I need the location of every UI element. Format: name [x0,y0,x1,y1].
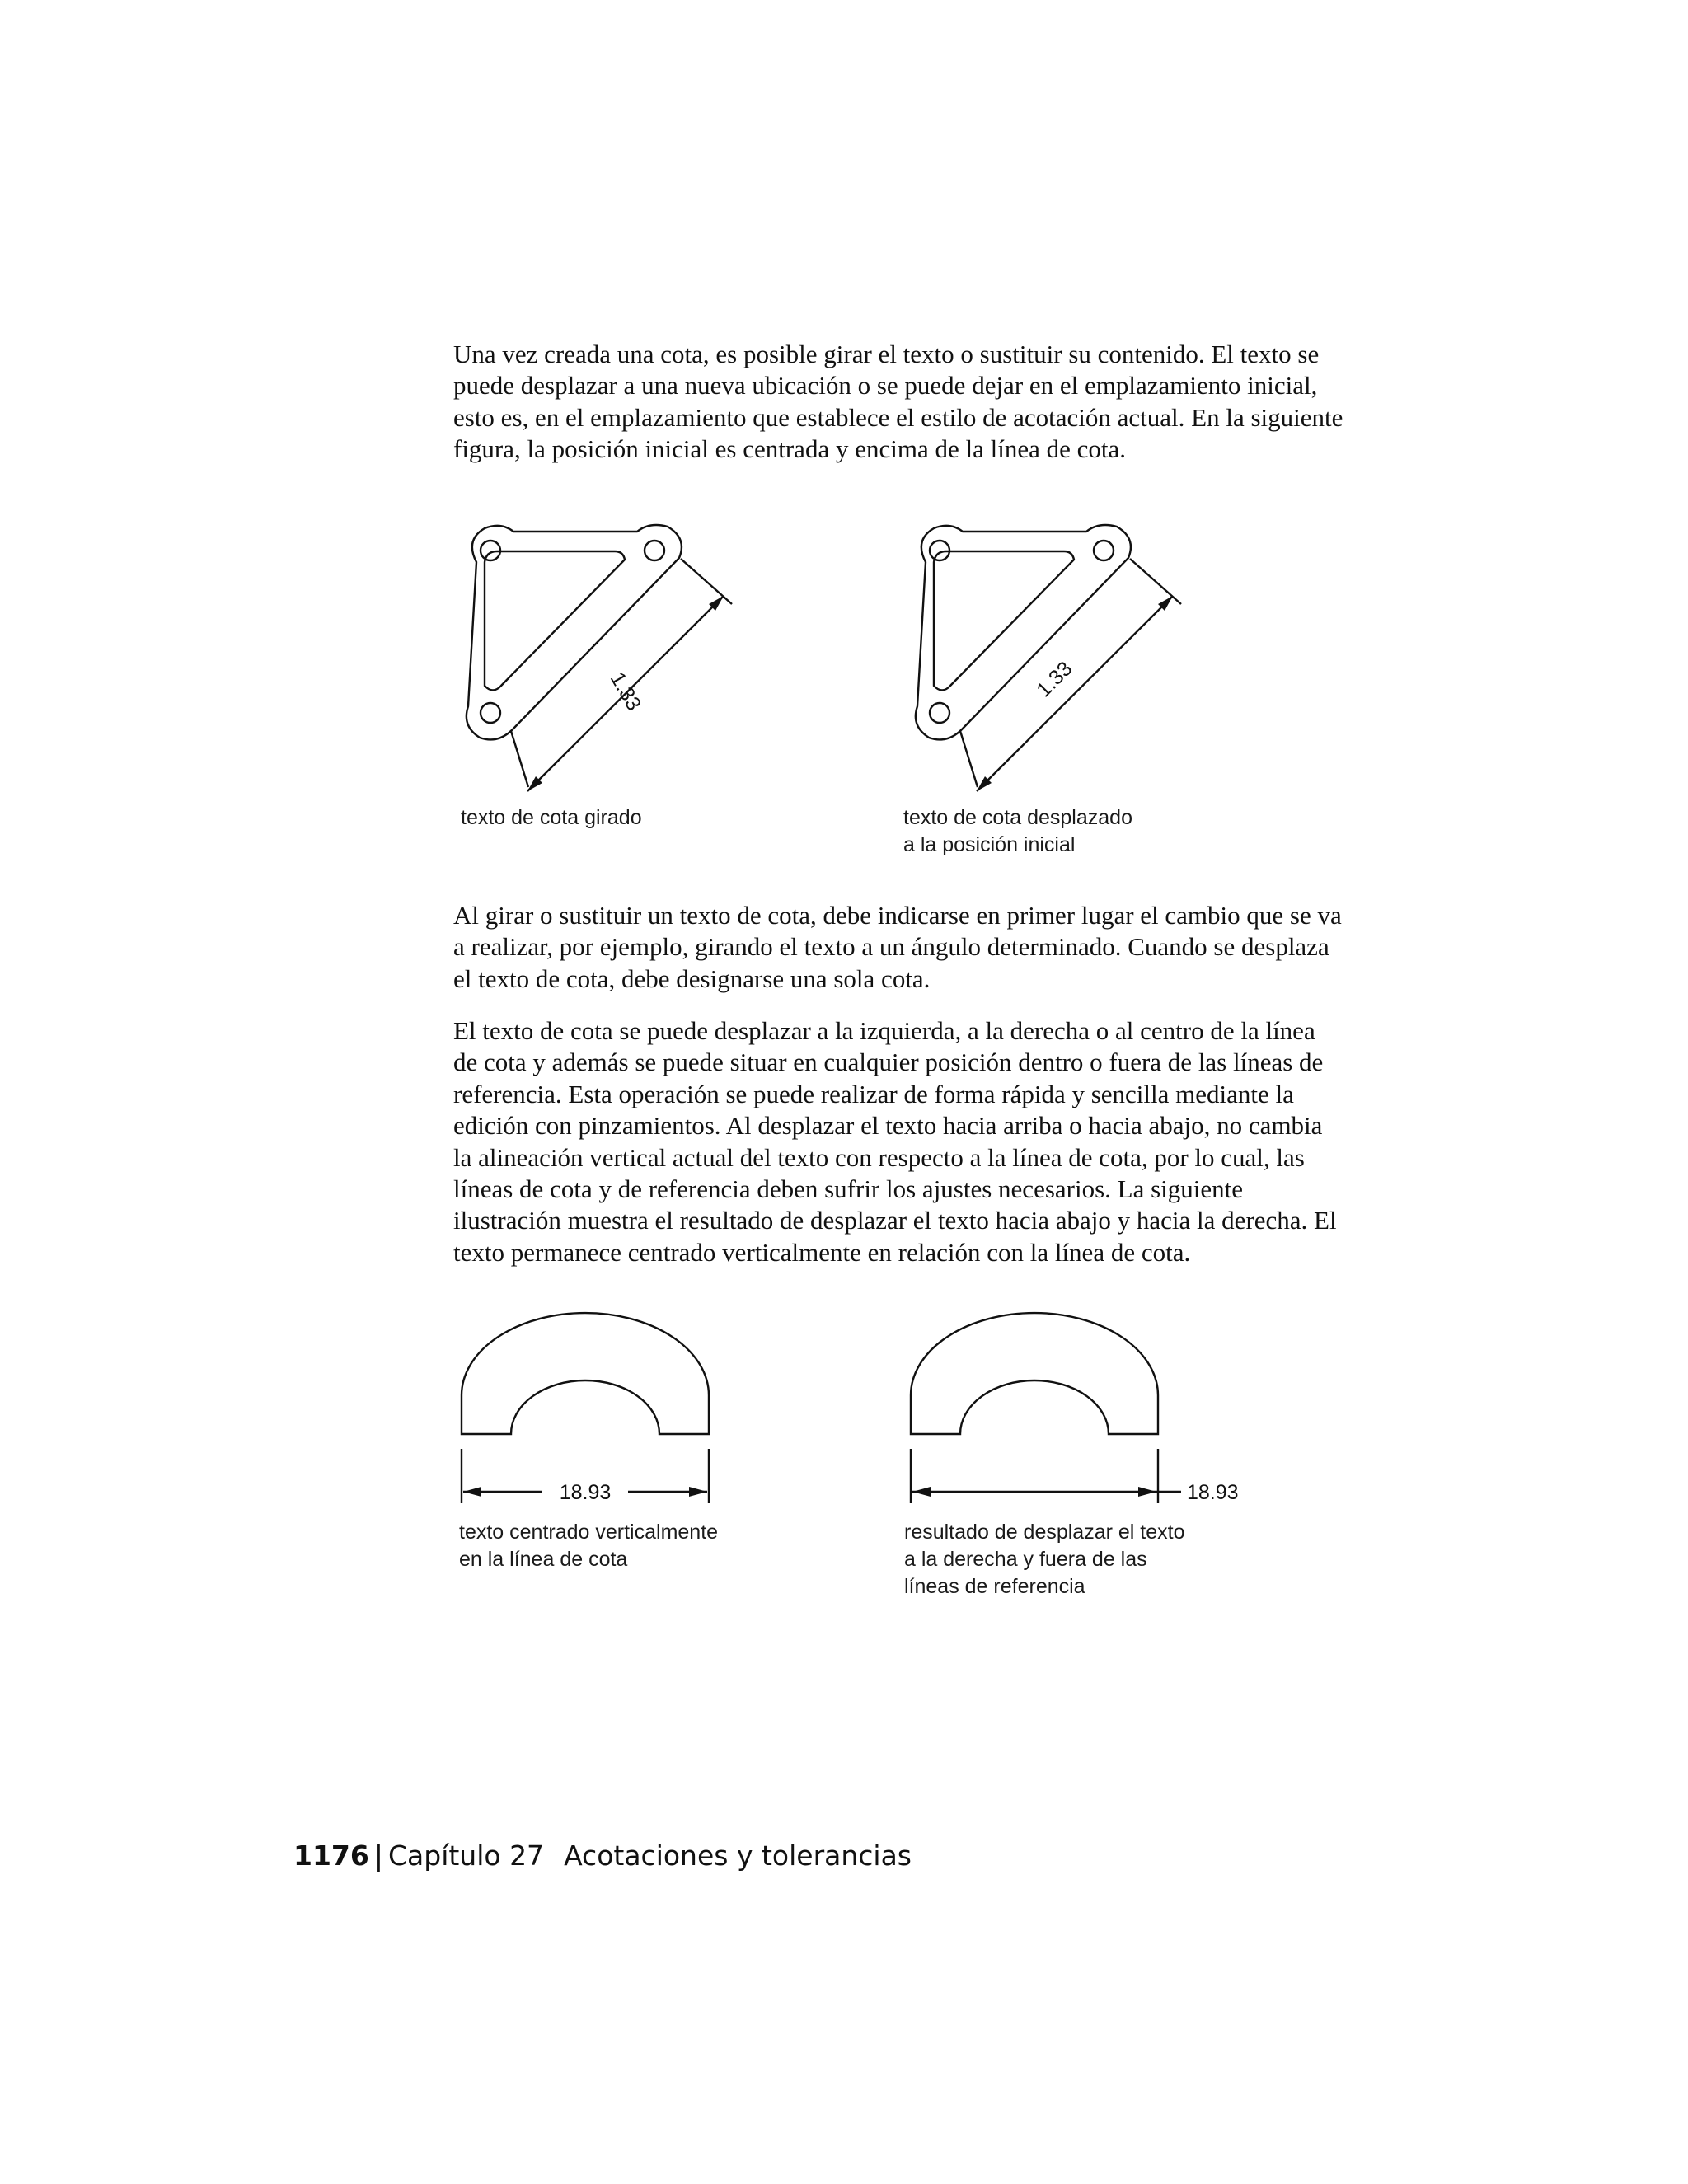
hole-bottom-left [481,703,500,723]
arch-part-drawing-right [903,1309,1265,1523]
arrowhead-right [1138,1487,1156,1497]
arch-outline [462,1313,709,1434]
caption-centered-text: texto centrado verticalmente en la línea de cota [459,1521,719,1571]
dimension-line [977,596,1173,791]
arrowhead-left [912,1487,931,1497]
paragraph-rotate-override: Al girar o sustituir un texto de cota, debe indicarse en primer lugar el cambio que se va a realizar, por ejemplo, girando el texto a un ángulo determinado. Cuando se desplaza el texto de cota, debe designarse una sola cota. [453,901,1342,993]
hole-top-right [645,541,664,560]
caption-moved-text: resultado de desplazar el texto a la derecha y fuera de las líneas de referencia [904,1521,1185,1598]
dimension-text: 1.33 [1032,657,1077,702]
hole-bottom-left [930,703,950,723]
figure-home-text [901,515,1214,804]
arrowhead-left [463,1487,481,1497]
paragraph-intro: Una vez creada una cota, es posible girar el texto o sustituir su contenido. El texto se puede desplazar a una nueva ubicación o se puede dejar en el emplazamiento inicial, esto es, en el emplazamiento que establece el estilo de acotación actual. En la siguiente figura, la posición inicial es centrada y encima de la línea de cota. [453,340,1343,464]
chapter-title: Acotaciones y tolerancias [564,1840,912,1872]
arch-outline [911,1313,1158,1434]
triangle-part-drawing-left [452,515,765,804]
extension-line-top [681,559,732,604]
arrowhead-right [689,1487,707,1497]
chapter-label: Capítulo 27 [387,1840,545,1872]
dimension-text: 18.93 [559,1481,612,1504]
dimension-text: 18.93 [1187,1481,1239,1504]
extension-line-top [1130,559,1181,604]
extension-line-bottom [960,731,978,787]
caption-home-text: texto de cota desplazado a la posición inicial [903,806,1132,856]
figure-moved-text [903,1309,1265,1523]
page-number: 1176 [293,1840,369,1872]
footer-separator: | [373,1840,383,1872]
figure-rotated-text [452,515,765,804]
dimension-text: 1.33 [605,668,646,715]
caption-rotated-text: texto de cota girado [461,806,642,829]
paragraph-move-text: El texto de cota se puede desplazar a la izquierda, a la derecha o al centro de la línea de cota y además se puede situar en cualquier posición dentro o fuera de las líneas de referencia. Esta operación se puede realizar de forma rápida y sencilla mediante la edición con pinzamientos. Al desplazar el texto hacia arriba o hacia abajo, no cambia la alineación vertical actual del texto con respecto a la línea de cota, por lo cual, las líneas de cota y de referencia deben sufrir los ajustes necesarios. La siguiente ilustración muestra el resultado de desplazar el texto hacia abajo y hacia la derecha. El texto permanece centrado verticalmente en relación con la línea de cota. [453,1016,1337,1267]
hole-top-right [1094,541,1114,560]
extension-line-bottom [511,731,528,787]
triangle-part-drawing-right [901,515,1214,804]
arch-part-drawing-left [453,1309,734,1523]
figure-centered-text [453,1309,734,1523]
page-footer [293,1840,912,1872]
part-inner-outline [485,551,625,691]
